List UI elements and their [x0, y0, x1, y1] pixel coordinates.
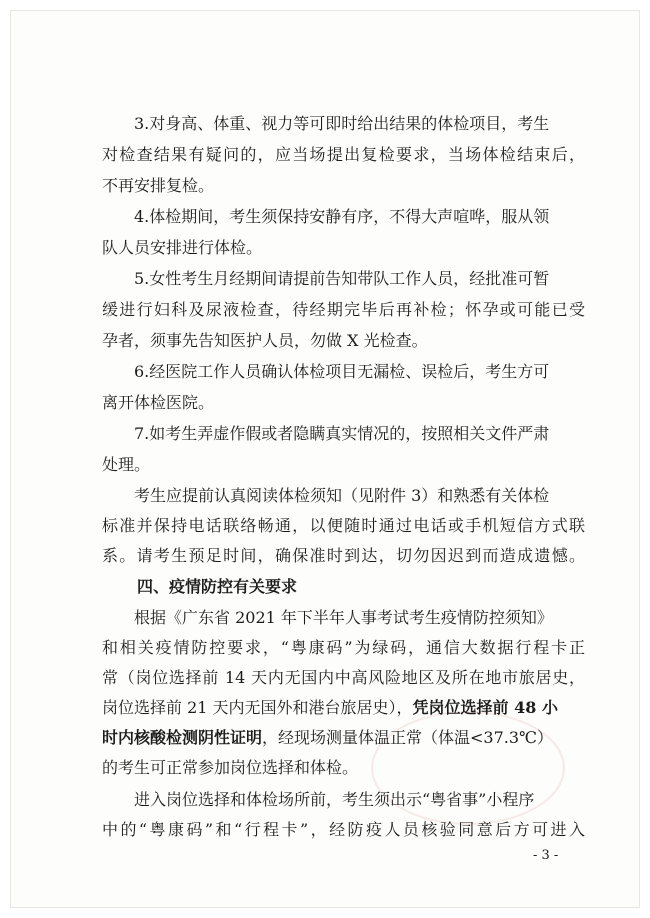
item-7-line-1: 7.如考生弄虚作假或者隐瞒真实情况的，按照相关文件严肃: [134, 424, 550, 443]
bold-requirement-part-1: 凭岗位选择前 48 小: [412, 698, 558, 717]
covid-para-line-4: 岗位选择前 21 天内无国外和港台旅居史），凭岗位选择前 48 小: [102, 698, 558, 717]
notice-line-2: 标准并保持电话联络畅通，以便随时通过电话或手机短信方式联: [102, 516, 585, 535]
section-4-heading: 四、疫情防控有关要求: [137, 577, 298, 596]
item-6-line-2: 离开体检医院。: [102, 393, 215, 412]
item-5-line-2: 缓进行妇科及尿液检查，待经期完毕后再补检；怀孕或可能已受: [102, 300, 585, 319]
covid-para-line-1: 根据《广东省 2021 年下半年人事考试考生疫情防控须知》: [134, 608, 553, 627]
covid-para-line-6: 的考生可正常参加岗位选择和体检。: [102, 758, 359, 777]
item-7-line-2: 处理。: [102, 455, 151, 474]
bold-requirement-part-2: 时内核酸检测阴性证明: [102, 728, 263, 747]
item-4-line-1: 4.体检期间，考生须保持安静有序，不得大声喧哗，服从领: [134, 207, 550, 226]
entry-para-line-2: 中的“粤康码”和“行程卡”，经防疫人员核验同意后方可进入: [102, 820, 585, 839]
notice-line-3: 系。请考生预足时间，确保准时到达，切勿因迟到而造成遗憾。: [102, 546, 585, 565]
item-5-line-1: 5.女性考生月经期间请提前告知带队工作人员，经批准可暂: [134, 269, 550, 288]
item-3-line-1: 3.对身高、体重、视力等可即时给出结果的体检项目，考生: [134, 114, 550, 133]
item-3-line-2: 对检查结果有疑问的，应当场提出复检要求，当场体检结束后，: [102, 145, 585, 164]
covid-para-line-5: 时内核酸检测阴性证明，经现场测量体温正常（体温<37.3℃）: [102, 728, 553, 747]
page-number: - 3 -: [533, 848, 559, 863]
notice-line-1: 考生应提前认真阅读体检须知（见附件 3）和熟悉有关体检: [134, 486, 550, 505]
item-6-line-1: 6.经医院工作人员确认体检项目无漏检、误检后，考生方可: [134, 362, 550, 381]
entry-para-line-1: 进入岗位选择和体检场所前，考生须出示“粤省事”小程序: [134, 790, 535, 809]
covid-para-line-3: 常（岗位选择前 14 天内无国内中高风险地区及所在地市旅居史，: [102, 668, 585, 687]
item-5-line-3: 孕者，须事先告知医护人员，勿做 X 光检查。: [102, 331, 428, 350]
item-4-line-2: 队人员安排进行体检。: [102, 238, 263, 257]
covid-para-line-2: 和相关疫情防控要求，“粤康码”为绿码，通信大数据行程卡正: [102, 638, 585, 657]
item-3-line-3: 不再安排复检。: [102, 176, 215, 195]
